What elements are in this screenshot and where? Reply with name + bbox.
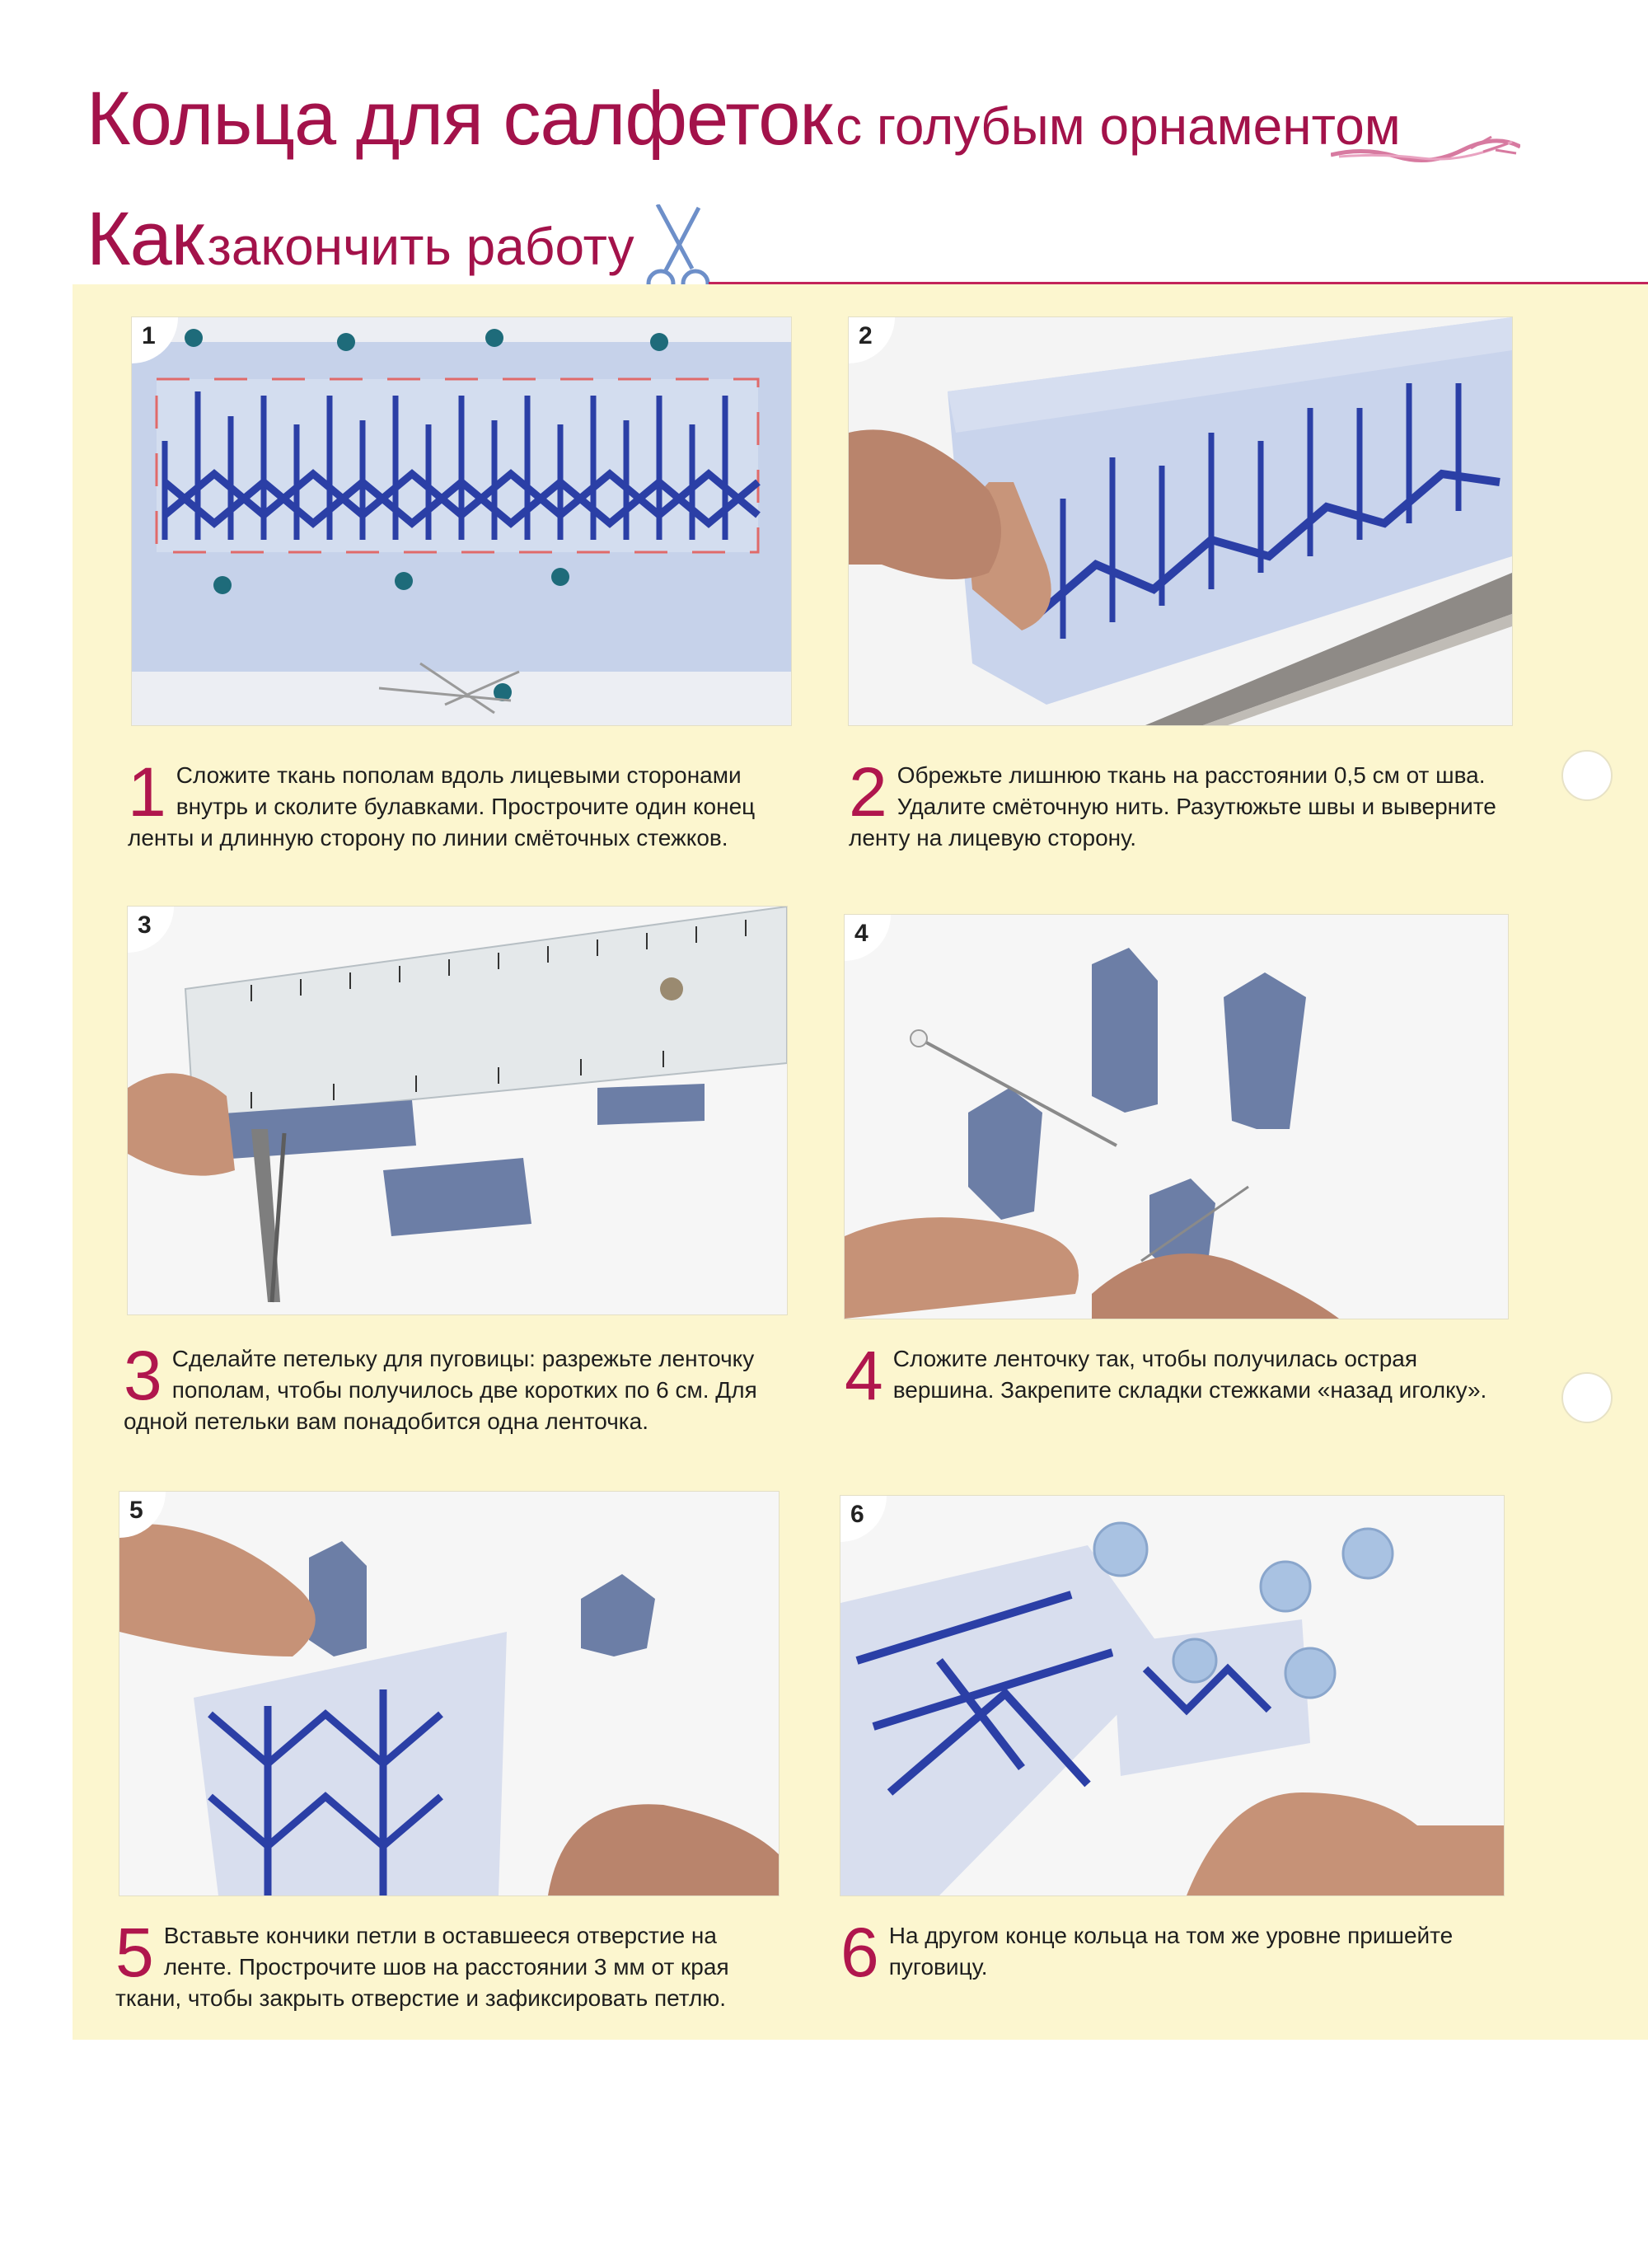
title-main-text: Кольца для салфеток xyxy=(87,77,832,161)
step-1-label: 1 xyxy=(132,317,178,363)
step-6-photo xyxy=(840,1496,1504,1895)
step-6-caption xyxy=(840,1914,1516,1991)
step-1-caption xyxy=(128,753,779,854)
step-5-label: 5 xyxy=(119,1492,166,1538)
step-4-number: 4 xyxy=(845,1337,883,1414)
page-subtitle xyxy=(87,196,634,283)
step-6-text: На другом конце кольца на том же уровне пришейте пуговицу. xyxy=(888,1923,1454,1980)
page-title xyxy=(87,76,1401,162)
subtitle-rest-text: закончить работу xyxy=(207,217,634,276)
step-4-photo xyxy=(845,915,1508,1319)
binder-hole-top xyxy=(1561,750,1613,801)
step-5-text: Вставьте кончики петли в оставшееся отверстие на ленте. Прострочите шов на расстоянии 3 мм от края ткани, чтобы закрыть отверстие и зафиксировать петлю. xyxy=(115,1923,729,2011)
step-3-number: 3 xyxy=(124,1337,162,1414)
step-6-label: 6 xyxy=(840,1496,887,1542)
step-4-text: Сложите ленточку так, чтобы получилась острая вершина. Закрепите складки стежками «назад иголку». xyxy=(892,1346,1487,1403)
step-5-photo xyxy=(119,1492,779,1895)
title-rest-text: с голубым орнаментом xyxy=(836,96,1401,156)
step-1-number: 1 xyxy=(128,753,166,831)
step-3-caption xyxy=(124,1337,783,1437)
step-3-text: Сделайте петельку для пуговицы: разрежьте ленточку пополам, чтобы получилось две коротких по 6 см. Для одной петельки вам понадобится одна ленточка. xyxy=(124,1346,757,1434)
step-2-number: 2 xyxy=(849,753,887,831)
step-1-photo xyxy=(132,317,791,725)
step-3-label: 3 xyxy=(128,907,174,953)
step-5-number: 5 xyxy=(115,1914,154,1991)
step-4-label: 4 xyxy=(845,915,891,961)
step-5-caption xyxy=(115,1914,791,2014)
step-2-label: 2 xyxy=(849,317,895,363)
step-3-photo xyxy=(128,907,787,1314)
step-2-text: Обрежьте лишнюю ткань на расстоянии 0,5 см от шва. Удалите смёточную нить. Разутюжьте швы и выверните ленту на лицевую сторону. xyxy=(849,762,1496,850)
step-2-caption xyxy=(849,753,1508,854)
yarn-decoration-icon xyxy=(1331,132,1520,173)
step-6-number: 6 xyxy=(840,1914,879,1991)
step-4-caption xyxy=(845,1337,1520,1414)
step-2-photo xyxy=(849,317,1512,725)
step-1-text: Сложите ткань пополам вдоль лицевыми сторонами внутрь и сколите булавками. Прострочите один конец ленты и длинную сторону по линии смёточных стежков. xyxy=(128,762,756,850)
binder-hole-bottom xyxy=(1561,1372,1613,1423)
subtitle-main-text: Как xyxy=(87,197,204,281)
